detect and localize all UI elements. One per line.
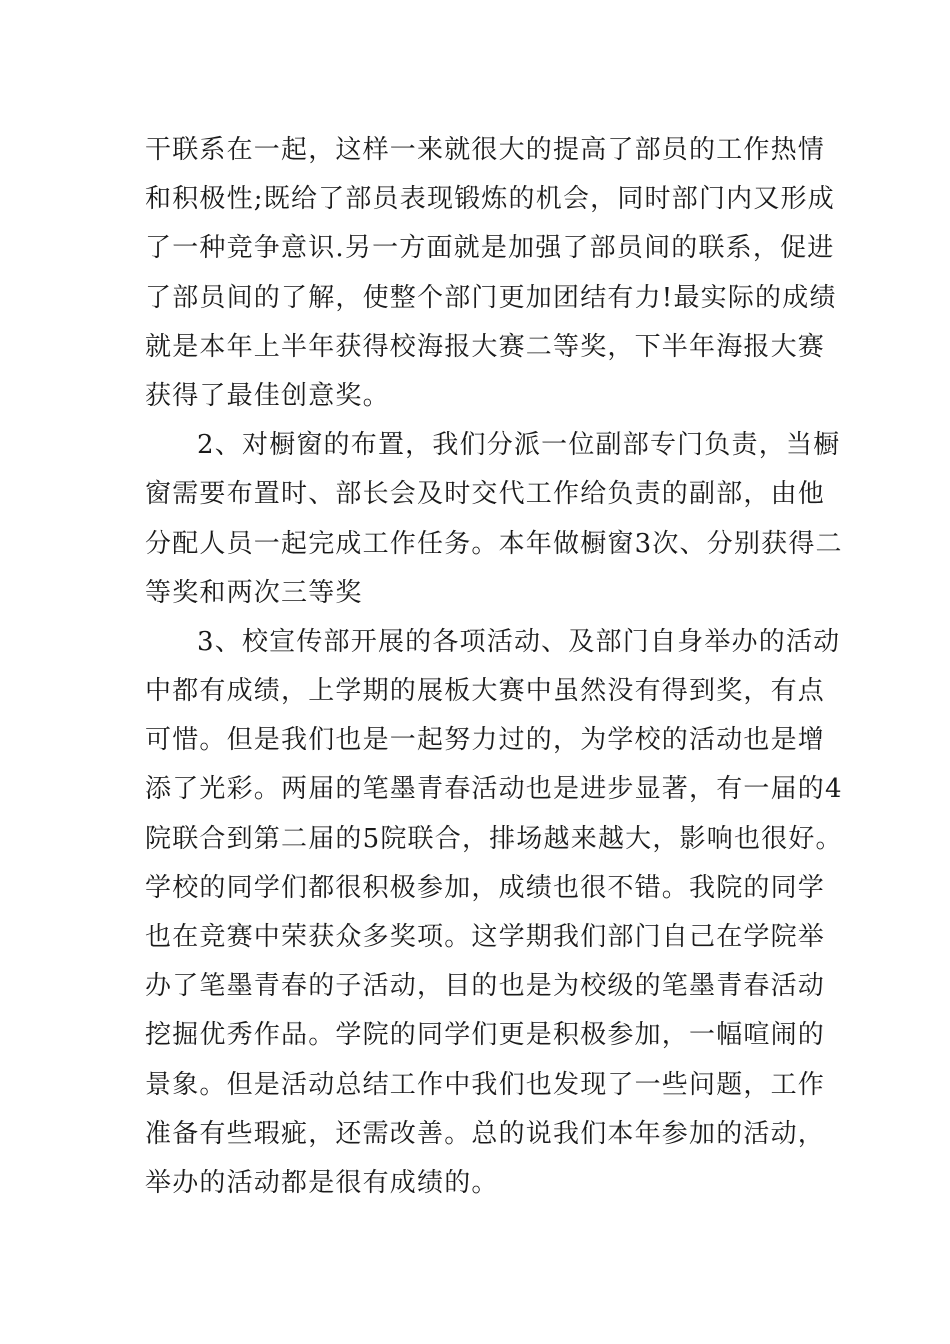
text-line: 就是本年上半年获得校海报大赛二等奖，下半年海报大赛	[145, 331, 826, 362]
text-line: 分配人员一起完成工作任务。本年做橱窗3次、分别获得二	[145, 528, 843, 559]
text-line: 添了光彩。两届的笔墨青春活动也是进步显著，有一届的4	[145, 774, 843, 805]
text-line: 举办的活动都是很有成绩的。	[145, 1167, 499, 1198]
text-line: 窗需要布置时、部长会及时交代工作给负责的副部，由他	[145, 479, 826, 510]
text-line: 了一种竞争意识.另一方面就是加强了部员间的联系，促进	[145, 233, 835, 264]
text-line: 中都有成绩，上学期的展板大赛中虽然没有得到奖，有点	[145, 676, 826, 707]
text-line: 可惜。但是我们也是一起努力过的，为学校的活动也是增	[145, 725, 826, 756]
text-line: 办了笔墨青春的子活动，目的也是为校级的笔墨青春活动	[145, 971, 826, 1002]
paragraph-start-line: 3、校宣传部开展的各项活动、及部门自身举办的活动	[197, 626, 841, 657]
text-line: 学校的同学们都很积极参加，成绩也很不错。我院的同学	[145, 872, 826, 903]
text-line: 准备有些瑕疵，还需改善。总的说我们本年参加的活动，	[145, 1118, 826, 1149]
text-line: 获得了最佳创意奖。	[145, 380, 390, 411]
text-line: 和积极性;既给了部员表现锻炼的机会，同时部门内又形成	[145, 184, 835, 215]
text-line: 等奖和两次三等奖	[145, 577, 363, 608]
text-line: 也在竞赛中荣获众多奖项。这学期我们部门自己在学院举	[145, 922, 826, 952]
paragraph-start-line: 2、对橱窗的布置，我们分派一位副部专门负责，当橱	[197, 430, 841, 461]
document-body	[145, 126, 843, 1208]
text-line: 景象。但是活动总结工作中我们也发现了一些问题，工作	[145, 1069, 826, 1100]
text-line: 了部员间的了解，使整个部门更加团结有力!最实际的成绩	[145, 282, 837, 313]
text-line: 院联合到第二届的5院联合，排场越来越大，影响也很好。	[145, 823, 843, 854]
text-line: 挖掘优秀作品。学院的同学们更是积极参加，一幅喧闹的	[145, 1020, 826, 1051]
text-line: 干联系在一起，这样一来就很大的提高了部员的工作热情	[145, 135, 826, 165]
